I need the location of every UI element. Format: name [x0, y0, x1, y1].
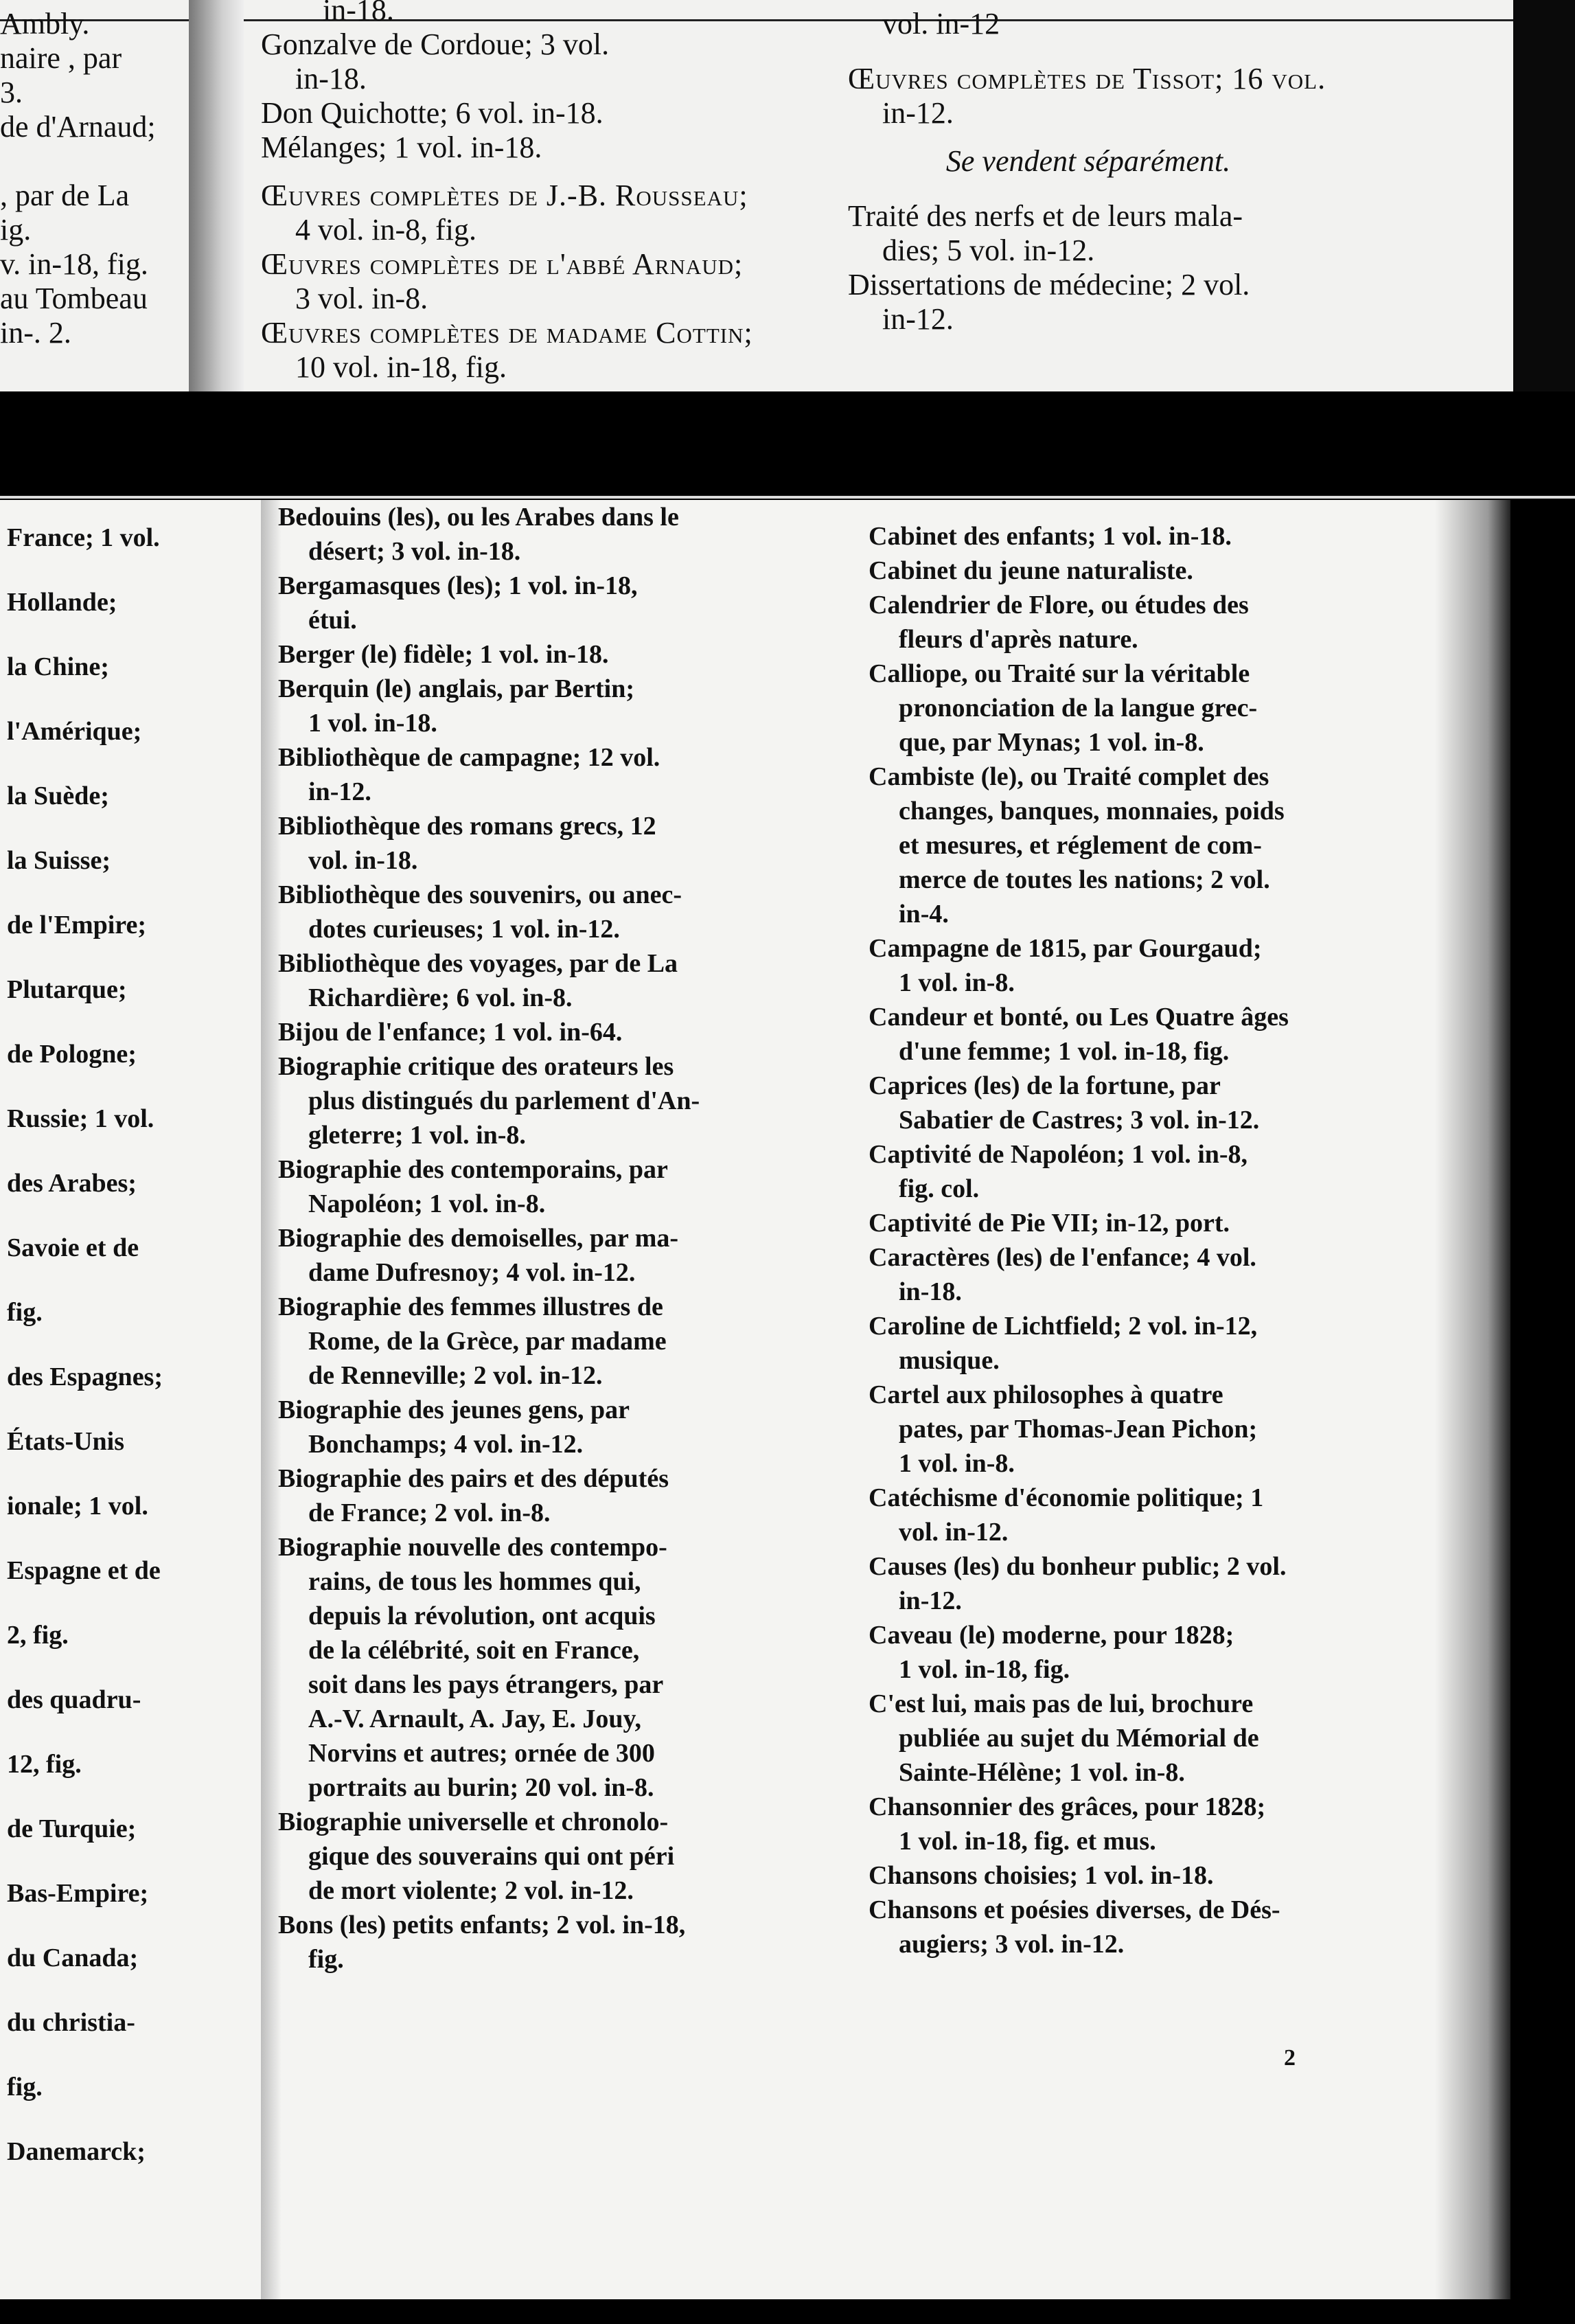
text-line: ionale; 1 vol. [7, 1492, 148, 1520]
text-line: gleterre; 1 vol. in-8. [308, 1121, 526, 1150]
text-line: Biographie des demoiselles, par ma- [278, 1224, 679, 1253]
text-line: in-. 2. [0, 316, 71, 350]
text-line: in-18. [323, 0, 394, 27]
text-line: Ambly. [0, 7, 90, 41]
text-line: publiée au sujet du Mémorial de [899, 1724, 1259, 1753]
text-line: Caroline de Lichtfield; 2 vol. in-12, [869, 1312, 1258, 1341]
text-line: Sabatier de Castres; 3 vol. in-12. [899, 1106, 1260, 1135]
text-line: in-12. [899, 1586, 962, 1615]
text-line: de Renneville; 2 vol. in-12. [308, 1361, 603, 1390]
text-line: in-12. [308, 777, 371, 806]
top-page-fragment [0, 0, 1575, 391]
text-line: Berquin (le) anglais, par Bertin; [278, 674, 635, 703]
text-line: soit dans les pays étrangers, par [308, 1670, 664, 1699]
text-line: Danemarck; [7, 2137, 146, 2166]
spacer [261, 165, 824, 179]
top-middle-column [261, 0, 824, 385]
text-line: Norvins et autres; ornée de 300 [308, 1739, 655, 1768]
text-line: et mesures, et réglement de com- [899, 831, 1262, 860]
text-line: d'une femme; 1 vol. in-18, fig. [899, 1037, 1230, 1066]
text-line: Don Quichotte; 6 vol. in-18. [261, 96, 603, 130]
page-gutter-shadow [189, 0, 244, 391]
text-line: portraits au burin; 20 vol. in-8. [308, 1773, 654, 1802]
text-line: 10 vol. in-18, fig. [295, 350, 507, 384]
text-line: Rome, de la Grèce, par madame [308, 1327, 667, 1356]
text-line: augiers; 3 vol. in-12. [899, 1930, 1125, 1959]
text-line: rains, de tous les hommes qui, [308, 1567, 641, 1596]
text-line: Biographie nouvelle des contempo- [278, 1533, 667, 1562]
text-line: vol. in-12. [899, 1518, 1009, 1547]
text-line: Catéchisme d'économie politique; 1 [869, 1483, 1264, 1512]
text-line: 2, fig. [7, 1621, 69, 1650]
text-line: Chansonnier des grâces, pour 1828; [869, 1792, 1266, 1821]
text-line: Bibliothèque des souvenirs, ou anec- [278, 880, 682, 909]
text-line: Sainte-Hélène; 1 vol. in-8. [899, 1758, 1185, 1787]
text-line: Œuvres complètes de madame Cottin; [261, 316, 753, 350]
text-line: Calliope, ou Traité sur la véritable [869, 659, 1250, 688]
text-line: changes, banques, monnaies, poids [899, 797, 1285, 825]
text-line: prononciation de la langue grec- [899, 694, 1258, 722]
text-line: in-18. [899, 1277, 962, 1306]
text-line: Traité des nerfs et de leurs mala- [848, 199, 1243, 233]
text-line: Bas-Empire; [7, 1879, 149, 1908]
text-line: plus distingués du parlement d'An- [308, 1086, 700, 1115]
text-line: in-12. [882, 96, 954, 130]
text-line: fig. [7, 2073, 43, 2101]
text-line: Caprices (les) de la fortune, par [869, 1071, 1221, 1100]
text-line: 1 vol. in-8. [899, 968, 1015, 997]
text-line: Chansons choisies; 1 vol. in-18. [869, 1861, 1214, 1890]
text-line [0, 144, 185, 179]
text-line: Biographie des contemporains, par [278, 1155, 668, 1184]
text-line: États-Unis [7, 1427, 125, 1456]
top-right-column [848, 7, 1411, 337]
text-line: C'est lui, mais pas de lui, brochure [869, 1689, 1254, 1718]
text-line: fig. [7, 1298, 43, 1327]
text-line: Œuvres complètes de l'abbé Arnaud; [261, 247, 744, 281]
text-line: Espagne et de [7, 1556, 161, 1585]
catalog-page [0, 500, 1510, 2299]
text-line: Bibliothèque des voyages, par de La [278, 949, 678, 978]
text-line: A.-V. Arnault, A. Jay, E. Jouy, [308, 1705, 641, 1733]
text-line: Dissertations de médecine; 2 vol. [848, 268, 1250, 301]
text-line: Œuvres complètes de Tissot; 16 vol. [848, 62, 1326, 95]
text-line: gique des souverains qui ont péri [308, 1842, 675, 1871]
text-line: Caveau (le) moderne, pour 1828; [869, 1621, 1234, 1650]
text-line: Biographie universelle et chronolo- [278, 1808, 669, 1836]
text-line: Hollande; [7, 588, 117, 617]
text-line: étui. [308, 606, 357, 635]
text-line: pates, par Thomas-Jean Pichon; [899, 1415, 1258, 1444]
text-line: 12, fig. [7, 1750, 82, 1779]
text-line: merce de toutes les nations; 2 vol. [899, 865, 1270, 894]
text-line: Bons (les) petits enfants; 2 vol. in-18, [278, 1911, 686, 1939]
text-line: fig. [308, 1945, 344, 1974]
text-line: 1 vol. in-18. [308, 709, 437, 738]
text-line: naire , par [0, 41, 122, 75]
text-line: la Suède; [7, 782, 109, 810]
text-line: Savoie et de [7, 1233, 139, 1262]
scan-divider [0, 496, 1575, 499]
text-line: de la célébrité, soit en France, [308, 1636, 640, 1665]
text-line: Mélanges; 1 vol. in-18. [261, 130, 542, 164]
text-line: au Tombeau [0, 282, 148, 315]
text-line: , par de La [0, 179, 130, 212]
text-line: de d'Arnaud; [0, 110, 156, 144]
text-line: Biographie des pairs et des députés [278, 1464, 669, 1493]
text-line: dame Dufresnoy; 4 vol. in-12. [308, 1258, 636, 1287]
text-line: que, par Mynas; 1 vol. in-8. [899, 728, 1204, 757]
middle-column [278, 500, 827, 1976]
text-line: de mort violente; 2 vol. in-12. [308, 1876, 634, 1905]
text-line: Cabinet du jeune naturaliste. [869, 556, 1193, 585]
text-line: Chansons et poésies diverses, de Dés- [869, 1895, 1280, 1924]
text-line: Bedouins (les), ou les Arabes dans le [278, 503, 679, 532]
text-line: du christia- [7, 2008, 135, 2037]
text-line: Biographie critique des orateurs les [278, 1052, 674, 1081]
text-line: de Turquie; [7, 1814, 137, 1843]
right-column [869, 519, 1425, 1961]
text-line: in-4. [899, 900, 949, 929]
text-line: fleurs d'après nature. [899, 625, 1138, 654]
text-line: Cambiste (le), ou Traité complet des [869, 762, 1269, 791]
page-edge-dark [1513, 0, 1575, 391]
text-line: Russie; 1 vol. [7, 1104, 154, 1133]
text-line: la Chine; [7, 652, 109, 681]
text-line: dotes curieuses; 1 vol. in-12. [308, 915, 620, 944]
text-line: Campagne de 1815, par Gourgaud; [869, 934, 1262, 963]
text-line: Caractères (les) de l'enfance; 4 vol. [869, 1243, 1256, 1272]
text-line: fig. col. [899, 1174, 980, 1203]
text-line: France; 1 vol. [7, 523, 160, 552]
text-line: Cabinet des enfants; 1 vol. in-18. [869, 522, 1232, 551]
text-line: l'Amérique; [7, 717, 142, 746]
text-line: Bonchamps; 4 vol. in-12. [308, 1430, 584, 1459]
text-line: dies; 5 vol. in-12. [882, 233, 1095, 267]
text-line: 1 vol. in-18, fig. et mus. [899, 1827, 1156, 1856]
text-line: 1 vol. in-18, fig. [899, 1655, 1070, 1684]
text-line: des quadru- [7, 1685, 141, 1714]
text-line: Captivité de Pie VII; in-12, port. [869, 1209, 1230, 1238]
text-line: Bergamasques (les); 1 vol. in-18, [278, 571, 638, 600]
text-line: de France; 2 vol. in-8. [308, 1499, 551, 1527]
text-line: de l'Empire; [7, 911, 147, 939]
text-line: Cartel aux philosophes à quatre [869, 1380, 1223, 1409]
text-line: Plutarque; [7, 975, 127, 1004]
text-line: 3 vol. in-8. [295, 282, 428, 315]
text-line: Biographie des femmes illustres de [278, 1292, 663, 1321]
text-line: des Espagnes; [7, 1363, 163, 1391]
text-line: Bibliothèque de campagne; 12 vol. [278, 743, 660, 772]
text-line: Captivité de Napoléon; 1 vol. in-8, [869, 1140, 1248, 1169]
text-line: Richardière; 6 vol. in-8. [308, 983, 573, 1012]
text-line: 3. [0, 76, 23, 109]
left-column [7, 505, 254, 2184]
text-line: Calendrier de Flore, ou études des [869, 591, 1249, 619]
text-line: in-12. [882, 302, 954, 336]
page-number: 2 [1284, 2045, 1296, 2071]
text-line: depuis la révolution, ont acquis [308, 1602, 656, 1630]
text-line: la Suisse; [7, 846, 111, 875]
section-heading: Se vendent séparément. [945, 144, 1231, 178]
text-line: musique. [899, 1346, 1000, 1375]
page-edge-shadow [1435, 500, 1510, 2299]
text-line: Biographie des jeunes gens, par [278, 1395, 630, 1424]
text-line: 1 vol. in-8. [899, 1449, 1015, 1478]
text-line: des Arabes; [7, 1169, 137, 1198]
text-line: vol. in-18. [308, 846, 418, 875]
text-line: Berger (le) fidèle; 1 vol. in-18. [278, 640, 609, 669]
text-line: Napoléon; 1 vol. in-8. [308, 1189, 546, 1218]
top-left-column [0, 7, 185, 350]
text-line: Bibliothèque des romans grecs, 12 [278, 812, 656, 841]
text-line: vol. in-12 [882, 7, 1000, 41]
text-line: 4 vol. in-8, fig. [295, 213, 476, 247]
text-line: Œuvres complètes de J.-B. Rousseau; [261, 179, 748, 212]
text-line: du Canada; [7, 1944, 139, 1972]
text-line: ig. [0, 213, 32, 247]
text-line: désert; 3 vol. in-18. [308, 537, 521, 566]
text-line: Gonzalve de Cordoue; 3 vol. [261, 27, 610, 61]
text-line: de Pologne; [7, 1040, 137, 1069]
text-line: in-18. [295, 62, 367, 95]
text-line: v. in-18, fig. [0, 247, 148, 281]
text-line: Causes (les) du bonheur public; 2 vol. [869, 1552, 1287, 1581]
text-line: Candeur et bonté, ou Les Quatre âges [869, 1003, 1289, 1032]
text-line: Bijou de l'enfance; 1 vol. in-64. [278, 1018, 623, 1047]
